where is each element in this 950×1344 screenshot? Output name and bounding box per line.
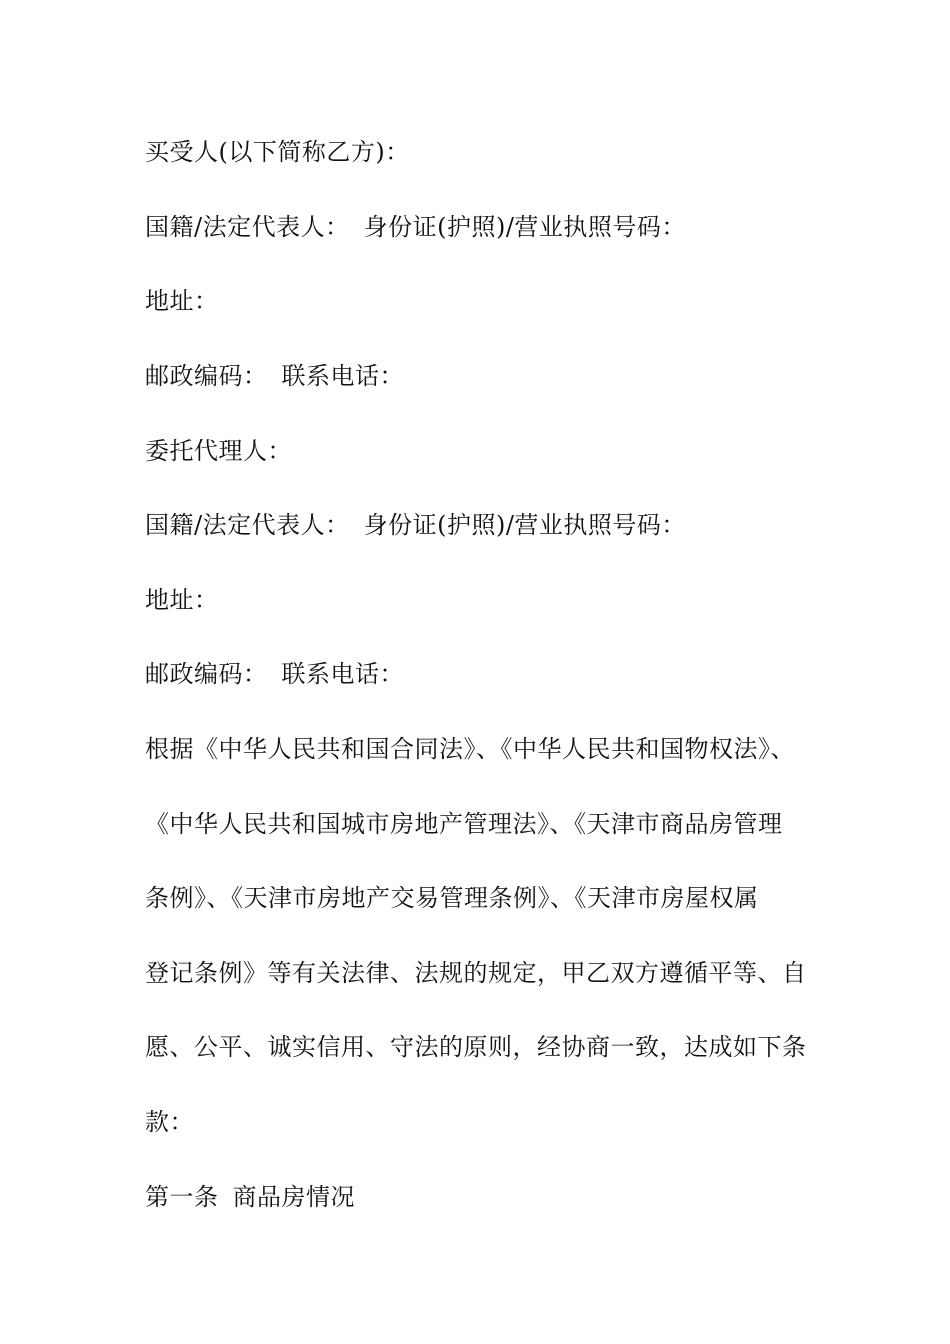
preamble-line: 款：	[145, 1108, 194, 1136]
preamble-line: 《中华人民共和国城市房地产管理法》、《天津市商品房管理	[145, 810, 783, 838]
buyer-nationality-label: 国籍/法定代表人：	[145, 213, 350, 241]
agent-nationality-row	[145, 510, 686, 540]
buyer-nationality-row	[145, 212, 686, 242]
agent-nationality-label: 国籍/法定代表人：	[145, 511, 350, 539]
buyer-contact-row	[145, 361, 404, 391]
agent-heading	[145, 436, 292, 466]
agent-address-row	[145, 585, 219, 615]
buyer-address-label: 地址：	[145, 287, 219, 315]
preamble-line: 愿、公平、诚实信用、守法的原则，经协商一致，达成如下条	[145, 1033, 807, 1061]
buyer-heading-text: 买受人(以下简称乙方)：	[145, 138, 410, 166]
agent-address-label: 地址：	[145, 586, 219, 614]
buyer-id-label: 身份证(护照)/营业执照号码：	[363, 213, 686, 241]
preamble-line: 登记条例》等有关法律、法规的规定，甲乙双方遵循平等、自	[145, 959, 807, 987]
agent-phone-label: 联系电话：	[281, 660, 404, 688]
article-one-heading	[145, 1182, 355, 1212]
agent-postcode-label: 邮政编码：	[145, 660, 268, 688]
agent-id-label: 身份证(护照)/营业执照号码：	[363, 511, 686, 539]
article-one-title: 商品房情况	[232, 1183, 355, 1211]
buyer-postcode-label: 邮政编码：	[145, 362, 268, 390]
agent-heading-text: 委托代理人：	[145, 437, 292, 465]
buyer-phone-label: 联系电话：	[281, 362, 404, 390]
preamble-line: 条例》、《天津市房地产交易管理条例》、《天津市房屋权属	[145, 884, 759, 912]
buyer-heading	[145, 137, 410, 167]
buyer-address-row	[145, 286, 219, 316]
agent-contact-row	[145, 659, 404, 689]
preamble-line: 根据《中华人民共和国合同法》、《中华人民共和国物权法》、	[145, 735, 795, 763]
article-one-number: 第一条	[145, 1183, 219, 1211]
